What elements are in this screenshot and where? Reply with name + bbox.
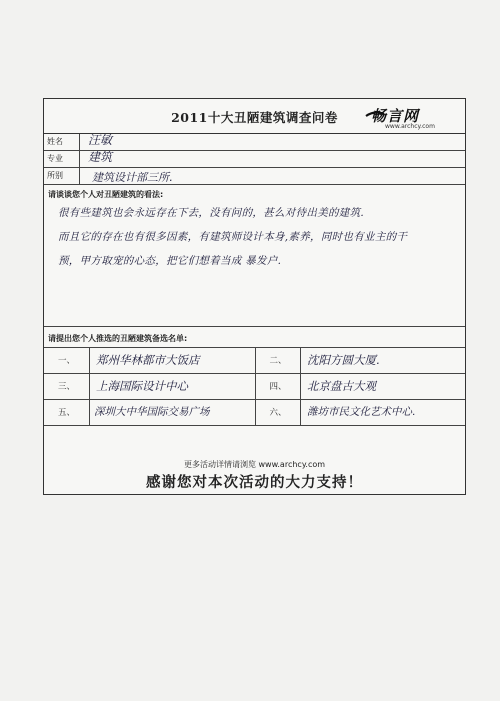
opinion-prompt: 请谈谈您个人对丑陋建筑的看法: bbox=[48, 190, 164, 199]
major-row bbox=[44, 151, 465, 168]
major-label: 专业 bbox=[44, 151, 80, 167]
candidate-row bbox=[44, 374, 465, 400]
dept-row bbox=[44, 168, 465, 185]
thanks-message: 感谢您对本次活动的大力支持！ bbox=[146, 474, 363, 491]
candidate-row bbox=[44, 348, 465, 374]
survey-form bbox=[43, 98, 466, 495]
dept-value: 建筑设计部三所. bbox=[92, 171, 173, 184]
candidate-name: 沈阳方圆大厦. bbox=[307, 353, 380, 367]
logo-url: www.archcy.com bbox=[385, 123, 435, 130]
candidate-number: 一、 bbox=[44, 348, 90, 373]
name-value: 汪敏 bbox=[88, 133, 113, 147]
dept-label: 所别 bbox=[44, 168, 80, 184]
more-info-link[interactable]: 更多活动详情请浏览 www.archcy.com bbox=[183, 460, 326, 469]
opinion-line: 而且它的存在也有很多因素，有建筑师设计本身,素养，同时也有业主的干 bbox=[58, 231, 408, 243]
candidate-table bbox=[44, 347, 465, 452]
major-value: 建筑 bbox=[88, 150, 113, 164]
section-divider bbox=[44, 326, 465, 327]
opinion-line: 很有些建筑也会永远存在下去，没有问的，甚么对待出美的建筑. bbox=[58, 207, 365, 219]
candidate-number: 五、 bbox=[44, 400, 90, 425]
candidate-row bbox=[44, 400, 465, 426]
candidate-name: 深圳大中华国际交易广场 bbox=[94, 406, 210, 418]
candidate-number: 二、 bbox=[255, 348, 301, 373]
candidates-prompt: 请提出您个人推选的丑陋建筑备选名单: bbox=[48, 334, 188, 343]
title-bar bbox=[44, 99, 465, 134]
candidate-name: 上海国际设计中心 bbox=[96, 379, 188, 393]
logo-text: 畅言网 bbox=[371, 107, 420, 125]
opinion-line: 预，甲方取宠的心态，把它们想着当成 暴发户. bbox=[58, 255, 282, 267]
candidate-number: 四、 bbox=[255, 374, 301, 399]
candidate-number: 六、 bbox=[255, 400, 301, 425]
site-logo bbox=[365, 104, 451, 132]
candidate-name: 潍坊市民文化艺术中心. bbox=[307, 406, 416, 418]
candidate-number: 三、 bbox=[44, 374, 90, 399]
candidate-name: 北京盘古大观 bbox=[307, 379, 376, 393]
form-title: 2011十大丑陋建筑调查问卷 bbox=[171, 110, 338, 125]
candidate-name: 郑州华林都市大饭店 bbox=[96, 353, 200, 367]
name-label: 姓名 bbox=[44, 134, 80, 150]
